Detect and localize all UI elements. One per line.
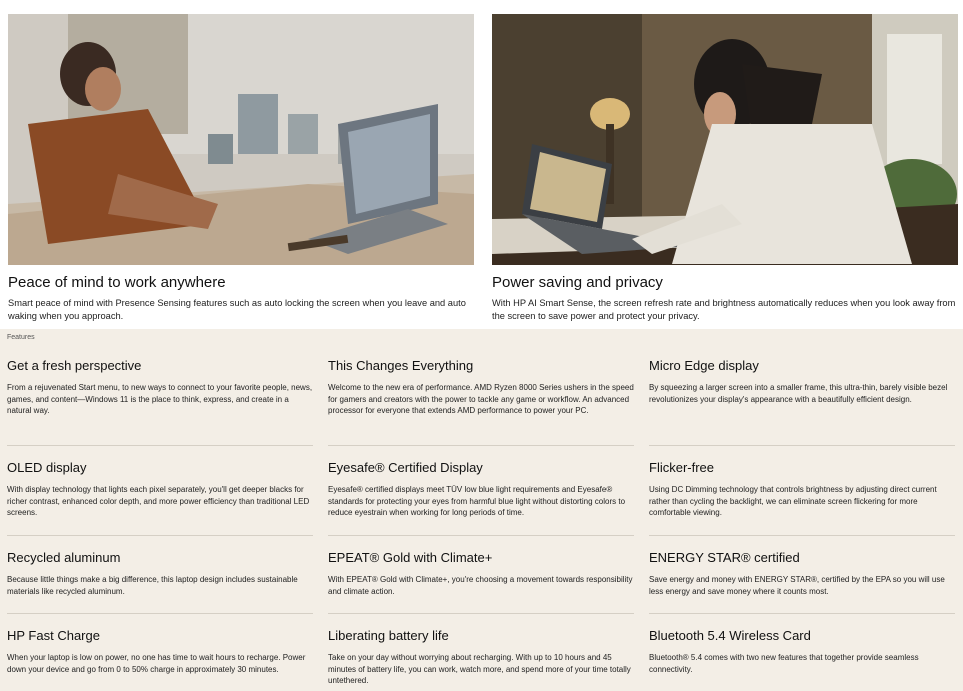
feature-title: Flicker-free [649,460,715,475]
story-text-2: With HP AI Smart Sense, the screen refresh rate and brightness automatically reduces when you look away from the screen to save power and protect your privacy. [492,298,956,321]
feature-title: Recycled aluminum [7,550,121,565]
divider [328,445,634,446]
feature-text: With EPEAT® Gold with Climate+, you're choosing a movement towards responsibility and climate action. [328,575,633,596]
feature-title: Get a fresh perspective [7,358,142,373]
feature-epeat-gold [328,550,634,597]
feature-title: EPEAT® Gold with Climate+ [328,550,493,565]
feature-text: Welcome to the new era of performance. AMD Ryzen 8000 Series ushers in the speed for gamers and creators with the power to tackle any game or workflow. An advanced processor for everyone that extends AMD performance to power your PC. [328,383,634,416]
divider [7,613,313,614]
feature-text: With display technology that lights each pixel separately, you'll get deeper blacks for richer contrast, enhanced color depth, and more power efficiency than traditional LED screens. [7,485,310,518]
story-section [0,0,963,329]
feature-hp-fast-charge [7,628,313,675]
divider [649,613,955,614]
feature-liberating-battery-life [328,628,634,687]
features-label: Features [7,334,35,341]
feature-energy-star-certified [649,550,955,597]
story-title-1: Peace of mind to work anywhere [8,274,226,291]
feature-this-changes-everything [328,358,634,417]
divider [328,613,634,614]
feature-title: OLED display [7,460,87,475]
feature-text: Because little things make a big difference, this laptop design includes sustainable materials like recycled aluminum. [7,575,298,596]
feature-title: Liberating battery life [328,628,449,643]
feature-eyesafe-certified-display [328,460,634,519]
feature-text: Eyesafe® certified displays meet TÜV low blue light requirements and Eyesafe® standards for protecting your eyes from harmful blue light without distorting colors to reduce eyestrain when working for long periods of time. [328,485,626,518]
feature-title: ENERGY STAR® certified [649,550,800,565]
feature-text: Save energy and money with ENERGY STAR®, certified by the EPA so you will use less energy and save money where it counts most. [649,575,945,596]
feature-oled-display [7,460,313,519]
feature-text: From a rejuvenated Start menu, to new ways to connect to your favorite people, news, games, and content—Windows 11 is the place to think, express, and create in a natural way. [7,383,313,416]
feature-title: Bluetooth 5.4 Wireless Card [649,628,811,643]
divider [328,535,634,536]
features-section [0,329,963,691]
divider [649,445,955,446]
divider [649,535,955,536]
feature-recycled-aluminum [7,550,313,597]
feature-title: Eyesafe® Certified Display [328,460,483,475]
feature-flicker-free [649,460,955,519]
story-title-2: Power saving and privacy [492,274,663,291]
feature-text: Using DC Dimming technology that controls brightness by adjusting direct current rather than cycling the backlight, we can eliminate screen flickering for more comfortable viewing. [649,485,937,518]
feature-micro-edge-display [649,358,955,405]
workshop-photo [8,14,474,265]
feature-get-a-fresh-perspective [7,358,313,417]
feature-bluetooth-wireless-card [649,628,955,675]
story-text-1: Smart peace of mind with Presence Sensing features such as auto locking the screen when you leave and auto waking when you approach. [8,298,466,321]
desk-photo [492,14,958,265]
divider [7,445,313,446]
feature-title: Micro Edge display [649,358,759,373]
feature-text: When your laptop is low on power, no one has time to wait hours to recharge. Power down your device and go from 0 to 50% charge in approximately 30 minutes. [7,653,306,674]
feature-text: Bluetooth® 5.4 comes with two new features that together provide seamless connectivity. [649,653,919,674]
feature-text: By squeezing a larger screen into a smaller frame, this ultra-thin, barely visible bezel revolutionizes your display's appearance with a beautifully efficient design. [649,383,948,404]
feature-title: This Changes Everything [328,358,474,373]
feature-title: HP Fast Charge [7,628,100,643]
divider [7,535,313,536]
feature-text: Take on your day without worrying about recharging. With up to 10 hours and 45 minutes of battery life, you can work, watch more, and spend more of your time totally untethered. [328,653,631,686]
